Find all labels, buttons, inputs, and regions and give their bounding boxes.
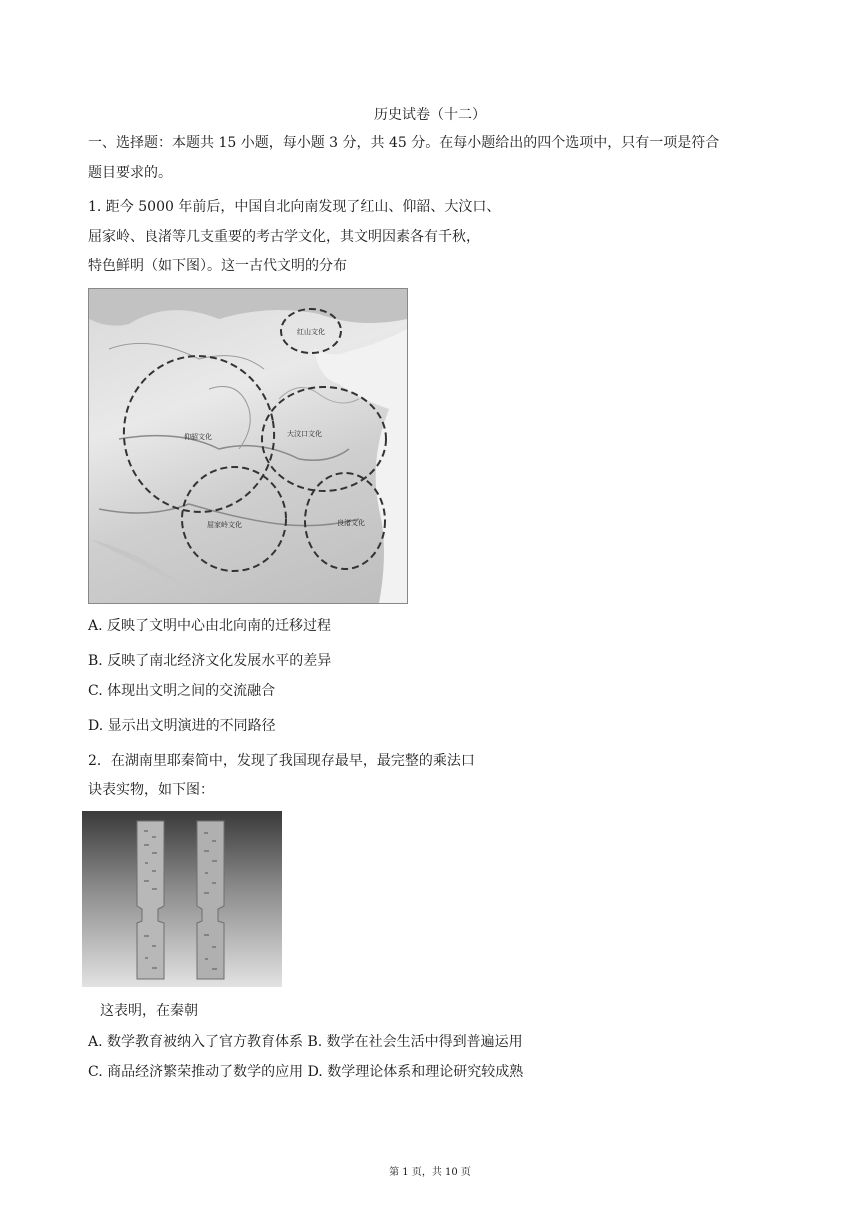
bamboo-slips-image <box>82 811 282 987</box>
q2-options-row1: A. 数学教育被纳入了官方教育体系 B. 数学在社会生活中得到普遍运用 <box>88 1034 523 1050</box>
q2-options-row2: C. 商品经济繁荣推动了数学的应用 D. 数学理论体系和理论研究较成熟 <box>88 1064 524 1080</box>
q2-stem-line2: 诀表实物，如下图： <box>88 782 214 798</box>
section-heading-line2: 题目要求的。 <box>88 165 172 181</box>
q1-option-c: C. 体现出文明之间的交流融合 <box>88 683 276 699</box>
map-label-dawenkou: 大汶口文化 <box>287 430 322 438</box>
map-label-qujialing: 屈家岭文化 <box>207 521 242 529</box>
map-label-yangshao: 仰韶文化 <box>184 433 212 441</box>
culture-map-image <box>88 288 408 604</box>
q1-stem-line2: 屈家岭、良渚等几支重要的考古学文化，其文明因素各有千秋， <box>88 229 480 245</box>
page-title: 历史试卷（十二） <box>374 107 486 123</box>
section-heading-line1: 一、选择题：本题共 15 小题，每小题 3 分，共 45 分。在每小题给出的四个选项中，只有一项是符合 <box>88 135 720 151</box>
q1-option-b: B. 反映了南北经济文化发展水平的差异 <box>88 653 332 669</box>
q1-option-d: D. 显示出文明演进的不同路径 <box>88 718 276 734</box>
q2-stem: 这表明，在秦朝 <box>100 1003 198 1019</box>
map-label-hongshan: 红山文化 <box>297 328 325 336</box>
q1-stem-line1: 1. 距今 5000 年前后，中国自北向南发现了红山、仰韶、大汶口、 <box>88 199 501 215</box>
page-footer: 第 1 页，共 10 页 <box>389 1167 471 1178</box>
q2-stem-line1: 2．在湖南里耶秦简中，发现了我国现存最早，最完整的乘法口 <box>88 753 475 769</box>
q1-stem-line3: 特色鲜明（如下图）。这一古代文明的分布 <box>88 258 347 274</box>
q1-option-a: A. 反映了文明中心由北向南的迁移过程 <box>88 618 332 634</box>
map-label-liangzhu: 良渚文化 <box>337 519 365 527</box>
